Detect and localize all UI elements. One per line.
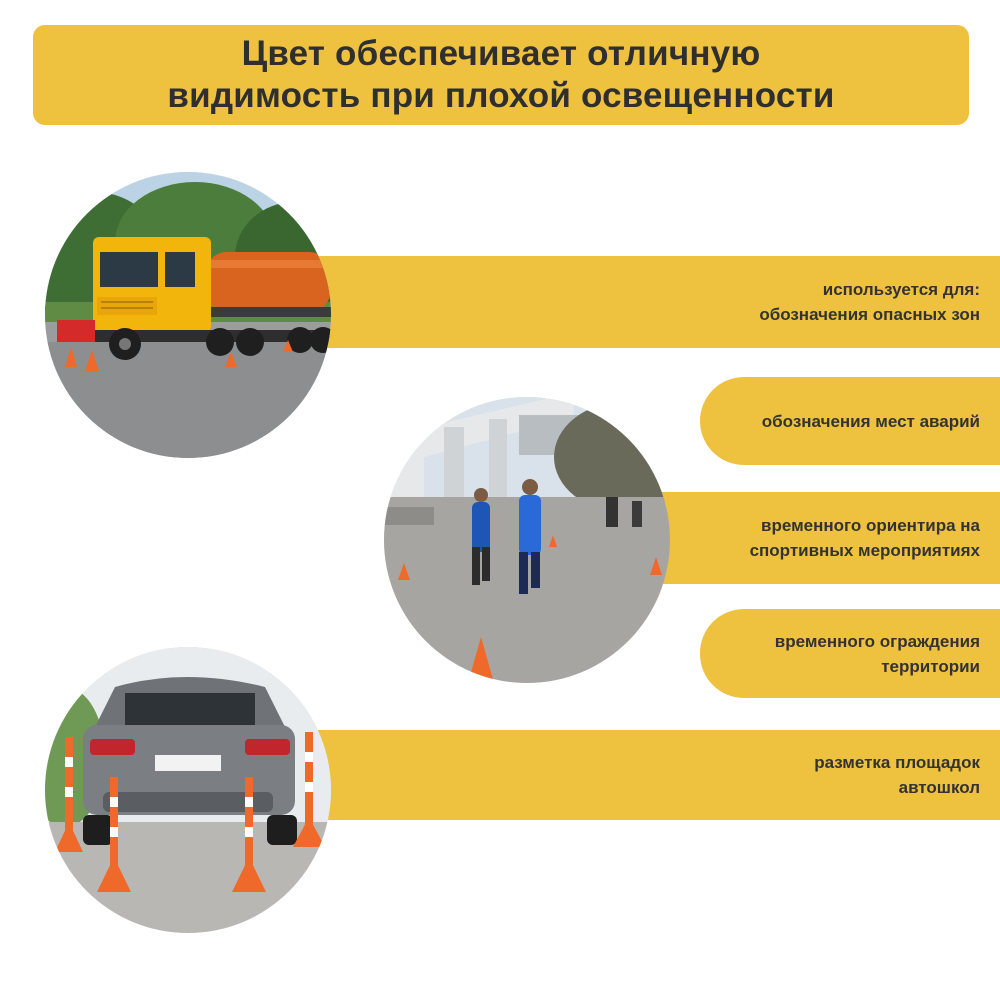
use-label: временного ограждения территории [774, 631, 980, 676]
car-bollards-illustration [45, 647, 331, 933]
use-band-hazard-zones [318, 256, 1000, 348]
page-title: Цвет обеспечивает отличную видимость при плохой освещенности [167, 34, 835, 115]
use-label: временного ориентира на спортивных мероприятиях [749, 516, 980, 560]
use-band-temporary-fencing [700, 609, 1000, 698]
photo-tanker-truck [45, 172, 331, 458]
photo-car-bollards [45, 647, 331, 933]
use-band-sports-events [660, 492, 1000, 584]
tanker-truck-illustration [45, 172, 331, 458]
use-band-driving-school [318, 730, 1000, 820]
title-banner [33, 25, 969, 125]
use-label: разметка площадок автошкол [814, 753, 980, 797]
photo-runners [384, 397, 670, 683]
use-label: используется для: обозначения опасных зон [759, 280, 980, 324]
use-band-accident-sites [700, 377, 1000, 465]
runners-illustration [384, 397, 670, 683]
use-label: обозначения мест аварий [761, 411, 980, 431]
